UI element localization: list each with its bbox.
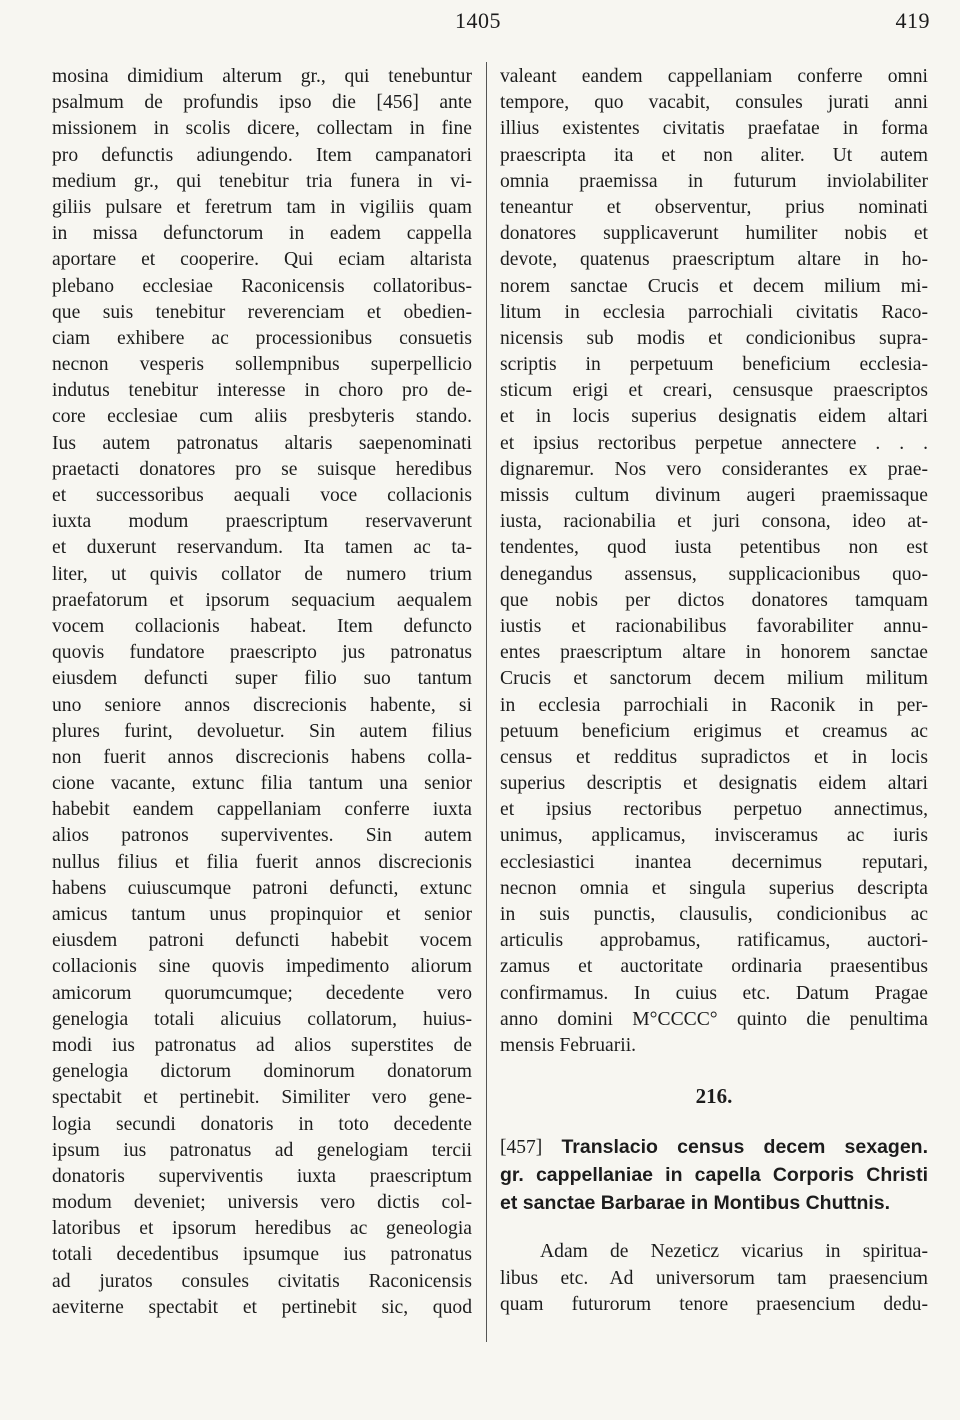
text-line: praetacti donatores pro se suisque heredibus	[52, 458, 472, 480]
heading-line-2: gr. cappellaniae in capella Corporis Christi	[500, 1164, 928, 1187]
text-line: quovis fundatore praescripto jus patronatus	[52, 642, 472, 664]
heading-text-1: Translacio census decem sexagen.	[561, 1136, 928, 1159]
text-line: collacionis sine quovis impedimento aliorum	[52, 956, 472, 978]
text-line: donatoris superviventis iuxta praescriptum	[52, 1165, 472, 1187]
text-line: devote, quatenus praescriptum altare in ho-	[500, 249, 928, 271]
text-line: sticum erigi et creari, censusque praescriptos	[500, 380, 928, 402]
text-line: et duxerunt reservandum. Ita tamen ac ta-	[52, 537, 472, 559]
heading-line-1	[500, 1133, 928, 1161]
text-line: libus etc. Ad universorum tam praesencium	[500, 1267, 928, 1289]
text-line: quam futurorum tenore praesencium dedu-	[500, 1293, 928, 1315]
text-line: genelogia dictorum dominorum donatorum	[52, 1061, 472, 1083]
text-line: superius descriptis et designatis eidem altari	[500, 773, 928, 795]
text-line: habebit eandem cappellaniam conferre iuxta	[52, 799, 472, 821]
text-line: in ecclesia parrochiali in Raconik in per-	[500, 694, 928, 716]
text-line: alios patronos superviventes. Sin autem	[52, 825, 472, 847]
text-line: tendentes, quod iusta petentibus non est	[500, 537, 928, 559]
document-number: 216.	[695, 1084, 733, 1109]
heading-number: [457]	[500, 1137, 543, 1159]
text-line: denegandus assensus, supplicacionibus quo-	[500, 563, 928, 585]
text-line: Crucis et sanctorum decem milium militum	[500, 668, 928, 690]
text-line: latoribus et ipsorum heredibus ac geneologia	[52, 1218, 472, 1240]
text-line: et successoribus aequali voce collacionis	[52, 485, 472, 506]
text-line: dignaremur. Nos vero considerantes ex prae-	[500, 458, 928, 480]
text-line: mensis Februarii.	[500, 1034, 637, 1056]
text-line: ad juratos consules civitatis Raconicensis	[52, 1270, 472, 1292]
right-column-text	[500, 64, 928, 1059]
text-line: genelogia totali alicuius collatorum, huius-	[52, 1008, 472, 1030]
text-line: liter, ut quivis collator de numero trium	[52, 563, 472, 585]
text-line: unimus, applicamus, invisceramus ac iuris	[500, 825, 928, 847]
heading-line-3: et sanctae Barbarae in Montibus Chuttnis.	[500, 1192, 891, 1215]
text-line: eiusdem patroni defuncti habebit vocem	[52, 930, 472, 952]
text-line: teneantur et observentur, prius nominati	[500, 196, 928, 218]
text-line: plures furint, devoluetur. Sin autem filius	[52, 720, 472, 742]
text-line: zamus et auctoritate ordinaria praesentibus	[500, 956, 928, 978]
column-divider	[486, 62, 487, 1342]
text-line: scriptis in perpetuum beneficium ecclesia-	[500, 354, 928, 376]
text-line: anno domini M°CCCC° quinto die penultima	[500, 1008, 928, 1030]
text-line: praefatorum et ipsorum sequacium aequalem	[52, 589, 472, 611]
text-line: in missa defunctorum in eadem cappella	[52, 223, 472, 245]
document-heading	[500, 1133, 928, 1217]
text-line: nicensis sub modis et condicionibus supra-	[500, 327, 928, 349]
text-line: medium gr., qui tenebitur tria funera in vi-	[52, 170, 472, 192]
text-line: non fuerit annos discrecionis habens colla-	[52, 746, 472, 768]
text-line: necnon omnia et singula superius descripta	[500, 877, 928, 899]
text-line: psalmum de profundis ipso die [456] ante	[52, 92, 472, 114]
text-line: giliis pulsare et feretrum tam in vigiliis quam	[52, 196, 472, 218]
text-line: pro defunctis adiungendo. Item campanatori	[52, 144, 472, 166]
text-line: core ecclesiae cum aliis presbyteris stando.	[52, 406, 472, 428]
text-line: que nobis per dictos donatores tamquam	[500, 589, 928, 611]
text-line: ipsum ius patronatus ad genelogiam tercii	[52, 1139, 472, 1161]
text-line: Ius autem patronatus altaris saepenominati	[52, 432, 472, 454]
text-line: missionem in scolis dicere, collectam in fine	[52, 118, 472, 140]
text-line: valeant eandem cappellaniam conferre omni	[500, 66, 928, 87]
text-line: illius existentes civitatis praefatae in forma	[500, 118, 928, 140]
text-line: census et redditus supradictos et in locis	[500, 746, 928, 768]
text-line: et in locis superius designatis eidem altari	[500, 406, 928, 428]
text-line: litum in ecclesia parrochiali civitatis Raco-	[500, 301, 928, 323]
text-line: confirmamus. In cuius etc. Datum Pragae	[500, 982, 928, 1004]
text-line: spectabit et pertinebit. Similiter vero gene-	[52, 1087, 472, 1109]
text-line: plebano ecclesiae Raconicensis collatoribus-	[52, 275, 472, 297]
text-line: tempore, quo vacabit, consules jurati anni	[500, 92, 928, 114]
text-line: modi ius patronatus ad alios superstites de	[52, 1034, 472, 1056]
text-line: petuum beneficium erigimus et creamus ac	[500, 720, 928, 742]
text-line: totali decedentibus ipsumque ius patronatus	[52, 1244, 472, 1266]
text-line: omnia praemissa in futurum inviolabiliter	[500, 170, 928, 192]
text-line: que suis tenebitur reverenciam et obedien-	[52, 301, 472, 323]
text-line: amicus tantum unus propinquior et senior	[52, 904, 472, 925]
text-line: articulis approbamus, ratificamus, auctori-	[500, 930, 928, 952]
text-line: cione vacante, extunc filia tantum una senior	[52, 773, 472, 795]
text-line: entes praescriptum altare in honorem sanctae	[500, 642, 928, 664]
text-line: et ipsius rectoribus perpetuo annectimus,	[500, 799, 928, 821]
text-line: praescripta ita et non aliter. Ut autem	[500, 144, 928, 166]
text-line: eiusdem defuncti super filio suo tantum	[52, 668, 472, 690]
page-number: 419	[895, 8, 930, 33]
text-line: ciam exhibere ac processionibus consuetis	[52, 327, 472, 349]
text-line: indutus tenebitur interesse in choro pro de-	[52, 380, 472, 402]
text-line: norem sanctae Crucis et decem milium mi-	[500, 275, 928, 297]
text-line: nullus filius et filia fuerit annos discrecionis	[52, 851, 472, 873]
text-line: amicorum quorumcumque; decedente vero	[52, 982, 472, 1004]
text-line: iustis et racionabilibus favorabiliter annu-	[500, 615, 928, 637]
right-column	[500, 64, 928, 1318]
text-line: modum deveniet; universis vero dictis col-	[52, 1192, 472, 1214]
text-line: ecclesiastici inantea decernimus reputari,	[500, 851, 928, 873]
text-line: aeviterne spectabit et pertinebit sic, quod	[52, 1296, 472, 1318]
text-line: missis cultum divinum augeri praemissaque	[500, 485, 928, 506]
text-line: in suis punctis, clausulis, condicionibus ac	[500, 904, 928, 925]
text-line: aportare et cooperire. Qui eciam altarista	[52, 249, 472, 271]
text-line: donatores supplicaverunt humiliter nobis et	[500, 223, 928, 245]
left-column	[52, 64, 472, 1321]
text-line: vocem collacionis habeat. Item defuncto	[52, 615, 472, 637]
text-line: mosina dimidium alterum gr., qui tenebuntur	[52, 66, 472, 87]
text-line: habens cuiuscumque patroni defuncti, extunc	[52, 877, 472, 899]
page-year: 1405	[455, 8, 501, 33]
text-line: et ipsius rectoribus perpetue annectere . . .	[500, 432, 928, 454]
text-line: iuxta modum praescriptum reservaverunt	[52, 511, 472, 533]
text-line: iusta, racionabilia et juri consona, ideo at-	[500, 511, 928, 533]
text-line: uno seniore annos discrecionis habente, si	[52, 694, 472, 716]
text-line: logia secundi donatoris in toto decedente	[52, 1113, 472, 1135]
text-line: Adam de Nezeticz vicarius in spiritua-	[540, 1241, 928, 1263]
next-document-text	[500, 1239, 928, 1318]
text-line: necnon vesperis sollempnibus superpellicio	[52, 354, 472, 376]
